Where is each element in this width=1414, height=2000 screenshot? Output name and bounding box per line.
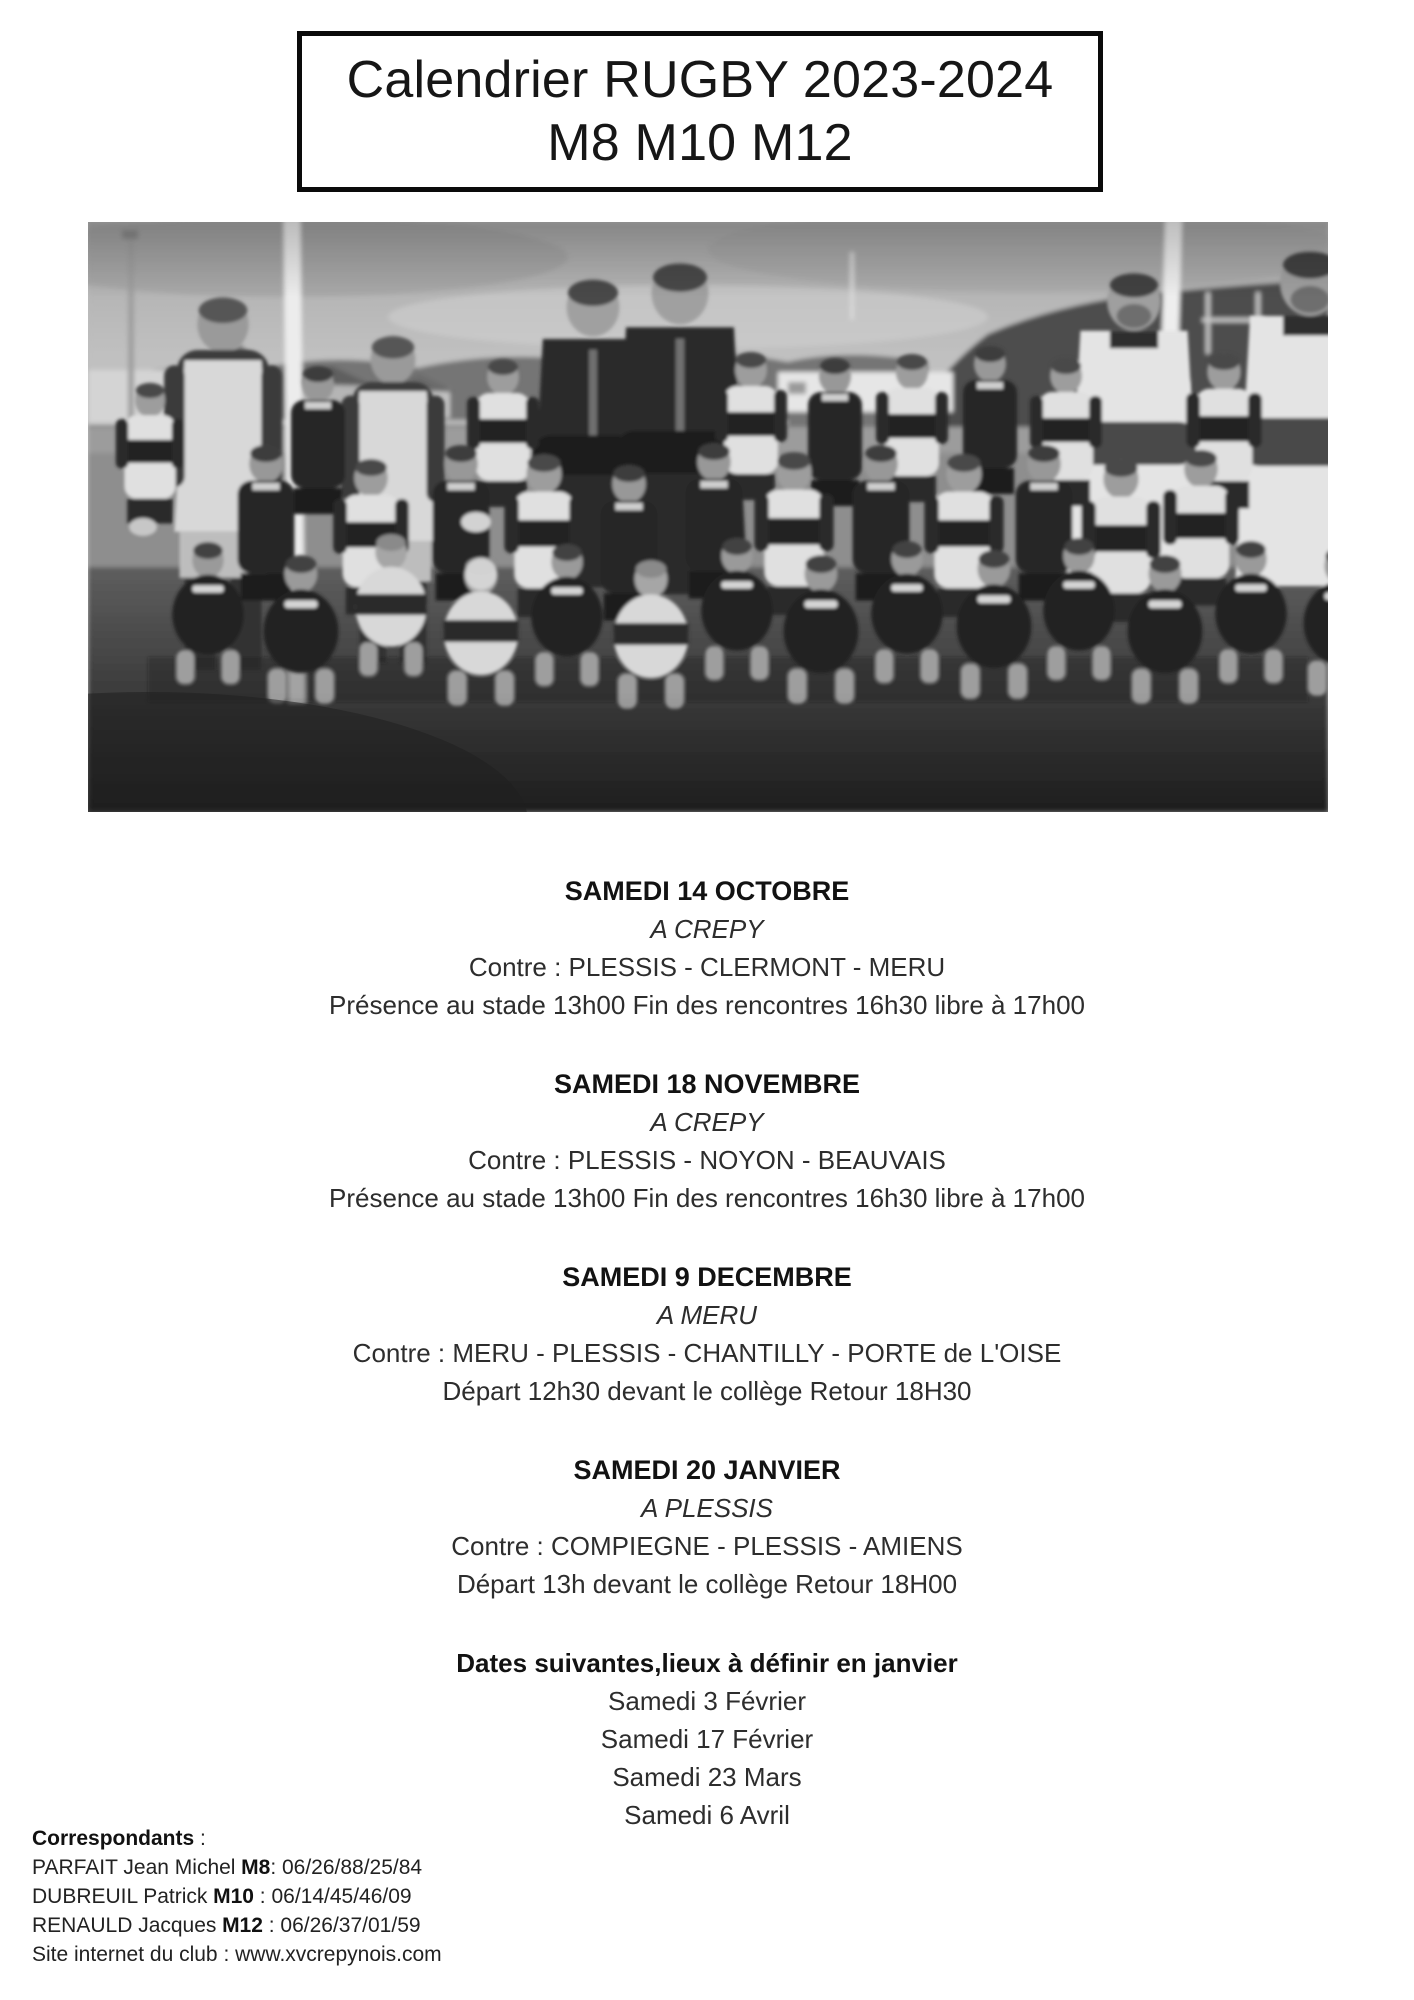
correspondent-category: M12 [222,1914,263,1937]
match-date-heading: SAMEDI 14 OCTOBRE [564,876,850,906]
match-venue: A MERU [656,1300,758,1330]
match-venue: A CREPY [650,1107,764,1137]
match-venue: A CREPY [650,914,764,944]
correspondent-name: DUBREUIL Patrick [32,1885,208,1908]
match-section [0,1065,1414,1217]
match-date-heading: SAMEDI 9 DECEMBRE [562,1262,852,1292]
following-dates-section [0,1644,1414,1834]
following-date: Samedi 23 Mars [612,1762,802,1792]
correspondent-phone: : 06/26/37/01/59 [262,1914,421,1937]
correspondent-name: PARFAIT Jean Michel [32,1856,236,1879]
match-opponents: Contre : COMPIEGNE - PLESSIS - AMIENS [451,1531,963,1561]
correspondents-label: Correspondants [32,1827,195,1850]
match-logistics: Présence au stade 13h00 Fin des rencontres 16h30 libre à 17h00 [329,1183,1085,1213]
match-logistics: Départ 13h devant le collège Retour 18H00 [456,1569,958,1599]
following-dates-heading: Dates suivantes,lieux à définir en janvier [456,1648,958,1678]
correspondent-entry [32,1911,442,1940]
correspondent-phone: : 06/26/88/25/84 [270,1856,423,1879]
match-date-heading: SAMEDI 18 NOVEMBRE [553,1069,861,1099]
match-opponents: Contre : PLESSIS - NOYON - BEAUVAIS [468,1145,946,1175]
club-website: Site internet du club : www.xvcrepynois.com [32,1943,442,1966]
following-date: Samedi 6 Avril [624,1800,790,1830]
correspondents-label-suffix: : [194,1827,206,1850]
following-date: Samedi 17 Février [600,1724,814,1754]
match-date-heading: SAMEDI 20 JANVIER [573,1455,841,1485]
page-title-line-1: Calendrier RUGBY 2023-2024 [346,50,1054,109]
match-section [0,1451,1414,1603]
correspondent-name: RENAULD Jacques [32,1914,217,1937]
page-title-line-2: M8 M10 M12 [547,113,853,172]
team-photo-illustration [88,222,1328,812]
correspondents-block [32,1824,442,1969]
team-photo [88,222,1328,812]
match-section [0,1258,1414,1410]
match-logistics: Départ 12h30 devant le collège Retour 18H30 [442,1376,972,1406]
correspondent-category: M8 [241,1856,271,1879]
correspondent-entry [32,1882,442,1911]
correspondent-entry [32,1853,442,1882]
schedule-block [0,872,1414,1834]
correspondent-category: M10 [213,1885,254,1908]
title-box [297,31,1103,192]
match-section [0,872,1414,1024]
correspondent-phone: : 06/14/45/46/09 [253,1885,412,1908]
match-venue: A PLESSIS [641,1493,773,1523]
match-logistics: Présence au stade 13h00 Fin des rencontres 16h30 libre à 17h00 [329,990,1085,1020]
following-date: Samedi 3 Février [608,1686,806,1716]
correspondents-heading [32,1824,442,1853]
match-opponents: Contre : PLESSIS - CLERMONT - MERU [468,952,946,982]
match-opponents: Contre : MERU - PLESSIS - CHANTILLY - PORTE de L'OISE [352,1338,1062,1368]
